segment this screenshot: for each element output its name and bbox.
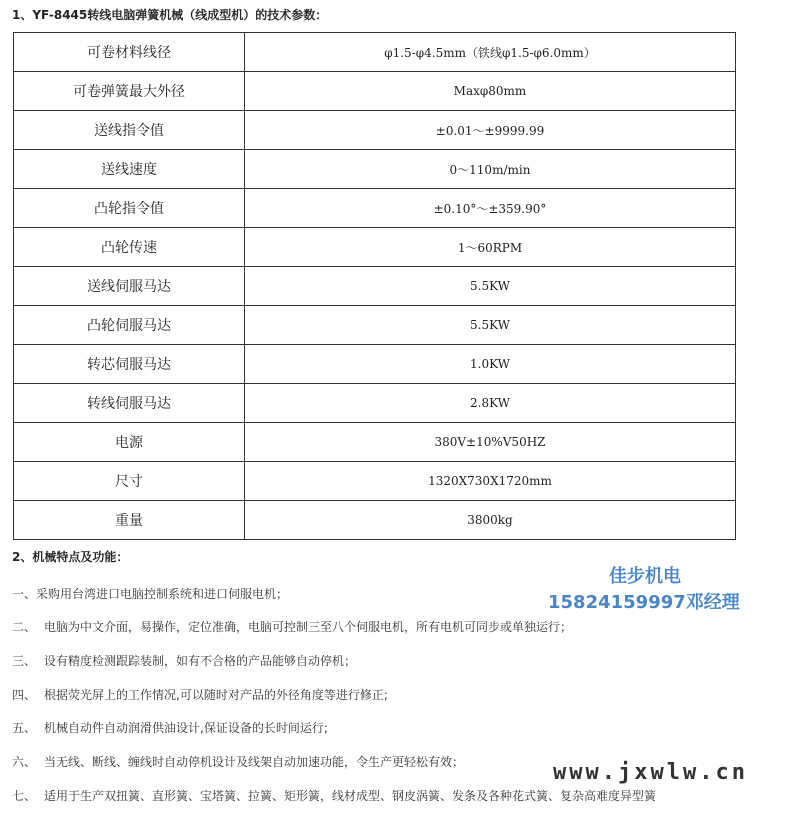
spec-row <box>14 267 736 306</box>
feature-number: 二、 <box>12 620 37 634</box>
spec-label: 凸轮传速 <box>14 228 245 267</box>
spec-row <box>14 189 736 228</box>
feature-number: 四、 <box>12 688 37 702</box>
feature-text: 当无线、断线、缠线时自动停机设计及线架自动加速功能，令生产更轻松有效； <box>44 755 465 769</box>
spec-value: Maxφ80mm <box>245 72 736 111</box>
spec-label: 送线伺服马达 <box>14 267 245 306</box>
watermark-site: www.jxwlw.cn <box>553 760 748 785</box>
spec-value: 1320X730X1720mm <box>245 462 736 501</box>
feature-number: 七、 <box>12 789 37 803</box>
feature-text: 采购用台湾进口电脑控制系统和进口伺服电机； <box>36 587 289 601</box>
feature-item <box>12 686 388 703</box>
spec-row <box>14 384 736 423</box>
feature-item <box>12 753 464 770</box>
watermark-company: 佳步机电 <box>609 566 681 587</box>
spec-label: 电源 <box>14 423 245 462</box>
spec-value: 5.5KW <box>245 306 736 345</box>
spec-label: 可卷材料线径 <box>14 33 245 72</box>
spec-row <box>14 462 736 501</box>
feature-item <box>12 585 288 602</box>
feature-item <box>12 652 356 669</box>
feature-text: 电脑为中文介面，易操作，定位准确，电脑可控制三至八个伺服电机，所有电机可同步或单独运行； <box>44 620 573 634</box>
feature-text: 根据荧光屏上的工作情况,可以随时对产品的外径角度等进行修正; <box>44 688 388 702</box>
spec-value: 2.8KW <box>245 384 736 423</box>
spec-label: 送线指令值 <box>14 111 245 150</box>
spec-table-body <box>14 33 736 540</box>
spec-row <box>14 501 736 540</box>
spec-row <box>14 33 736 72</box>
spec-row <box>14 423 736 462</box>
spec-table <box>13 32 736 540</box>
spec-value: 5.5KW <box>245 267 736 306</box>
spec-value: 3800kg <box>245 501 736 540</box>
spec-value: 1～60RPM <box>245 228 736 267</box>
spec-label: 凸轮伺服马达 <box>14 306 245 345</box>
spec-row <box>14 111 736 150</box>
spec-label: 凸轮指令值 <box>14 189 245 228</box>
spec-row <box>14 72 736 111</box>
spec-row <box>14 228 736 267</box>
spec-value: 1.0KW <box>245 345 736 384</box>
spec-label: 送线速度 <box>14 150 245 189</box>
spec-label: 转线伺服马达 <box>14 384 245 423</box>
section1-title: 1、YF-8445转线电脑弹簧机械（线成型机）的技术参数： <box>12 8 328 22</box>
feature-text: 设有精度检测跟踪装制，如有不合格的产品能够自动停机； <box>44 654 357 668</box>
spec-value: ±0.01～±9999.99 <box>245 111 736 150</box>
spec-value: 0～110m/min <box>245 150 736 189</box>
feature-item <box>12 618 572 635</box>
spec-value: φ1.5-φ4.5mm（铁线φ1.5-φ6.0mm） <box>245 33 736 72</box>
spec-value: ±0.10°～±359.90° <box>245 189 736 228</box>
watermark-contact: 15824159997邓经理 <box>548 592 740 613</box>
feature-number: 六、 <box>12 755 37 769</box>
feature-number: 五、 <box>12 721 37 735</box>
feature-number: 三、 <box>12 654 37 668</box>
spec-value: 380V±10%V50HZ <box>245 423 736 462</box>
spec-label: 转芯伺服马达 <box>14 345 245 384</box>
feature-text: 适用于生产双扭簧、直形簧、宝塔簧、拉簧、矩形簧，线材成型、钢皮涡簧、发条及各种花式簧、复杂高难度异型簧 <box>44 789 657 803</box>
feature-item <box>12 787 656 804</box>
spec-row <box>14 345 736 384</box>
spec-row <box>14 306 736 345</box>
section2-title: 2、机械特点及功能： <box>12 550 129 564</box>
feature-number: 一、 <box>12 587 37 601</box>
spec-label: 可卷弹簧最大外径 <box>14 72 245 111</box>
feature-item <box>12 719 328 736</box>
spec-label: 重量 <box>14 501 245 540</box>
spec-row <box>14 150 736 189</box>
spec-label: 尺寸 <box>14 462 245 501</box>
feature-text: 机械自动件自动润滑供油设计,保证设备的长时间运行; <box>44 721 328 735</box>
